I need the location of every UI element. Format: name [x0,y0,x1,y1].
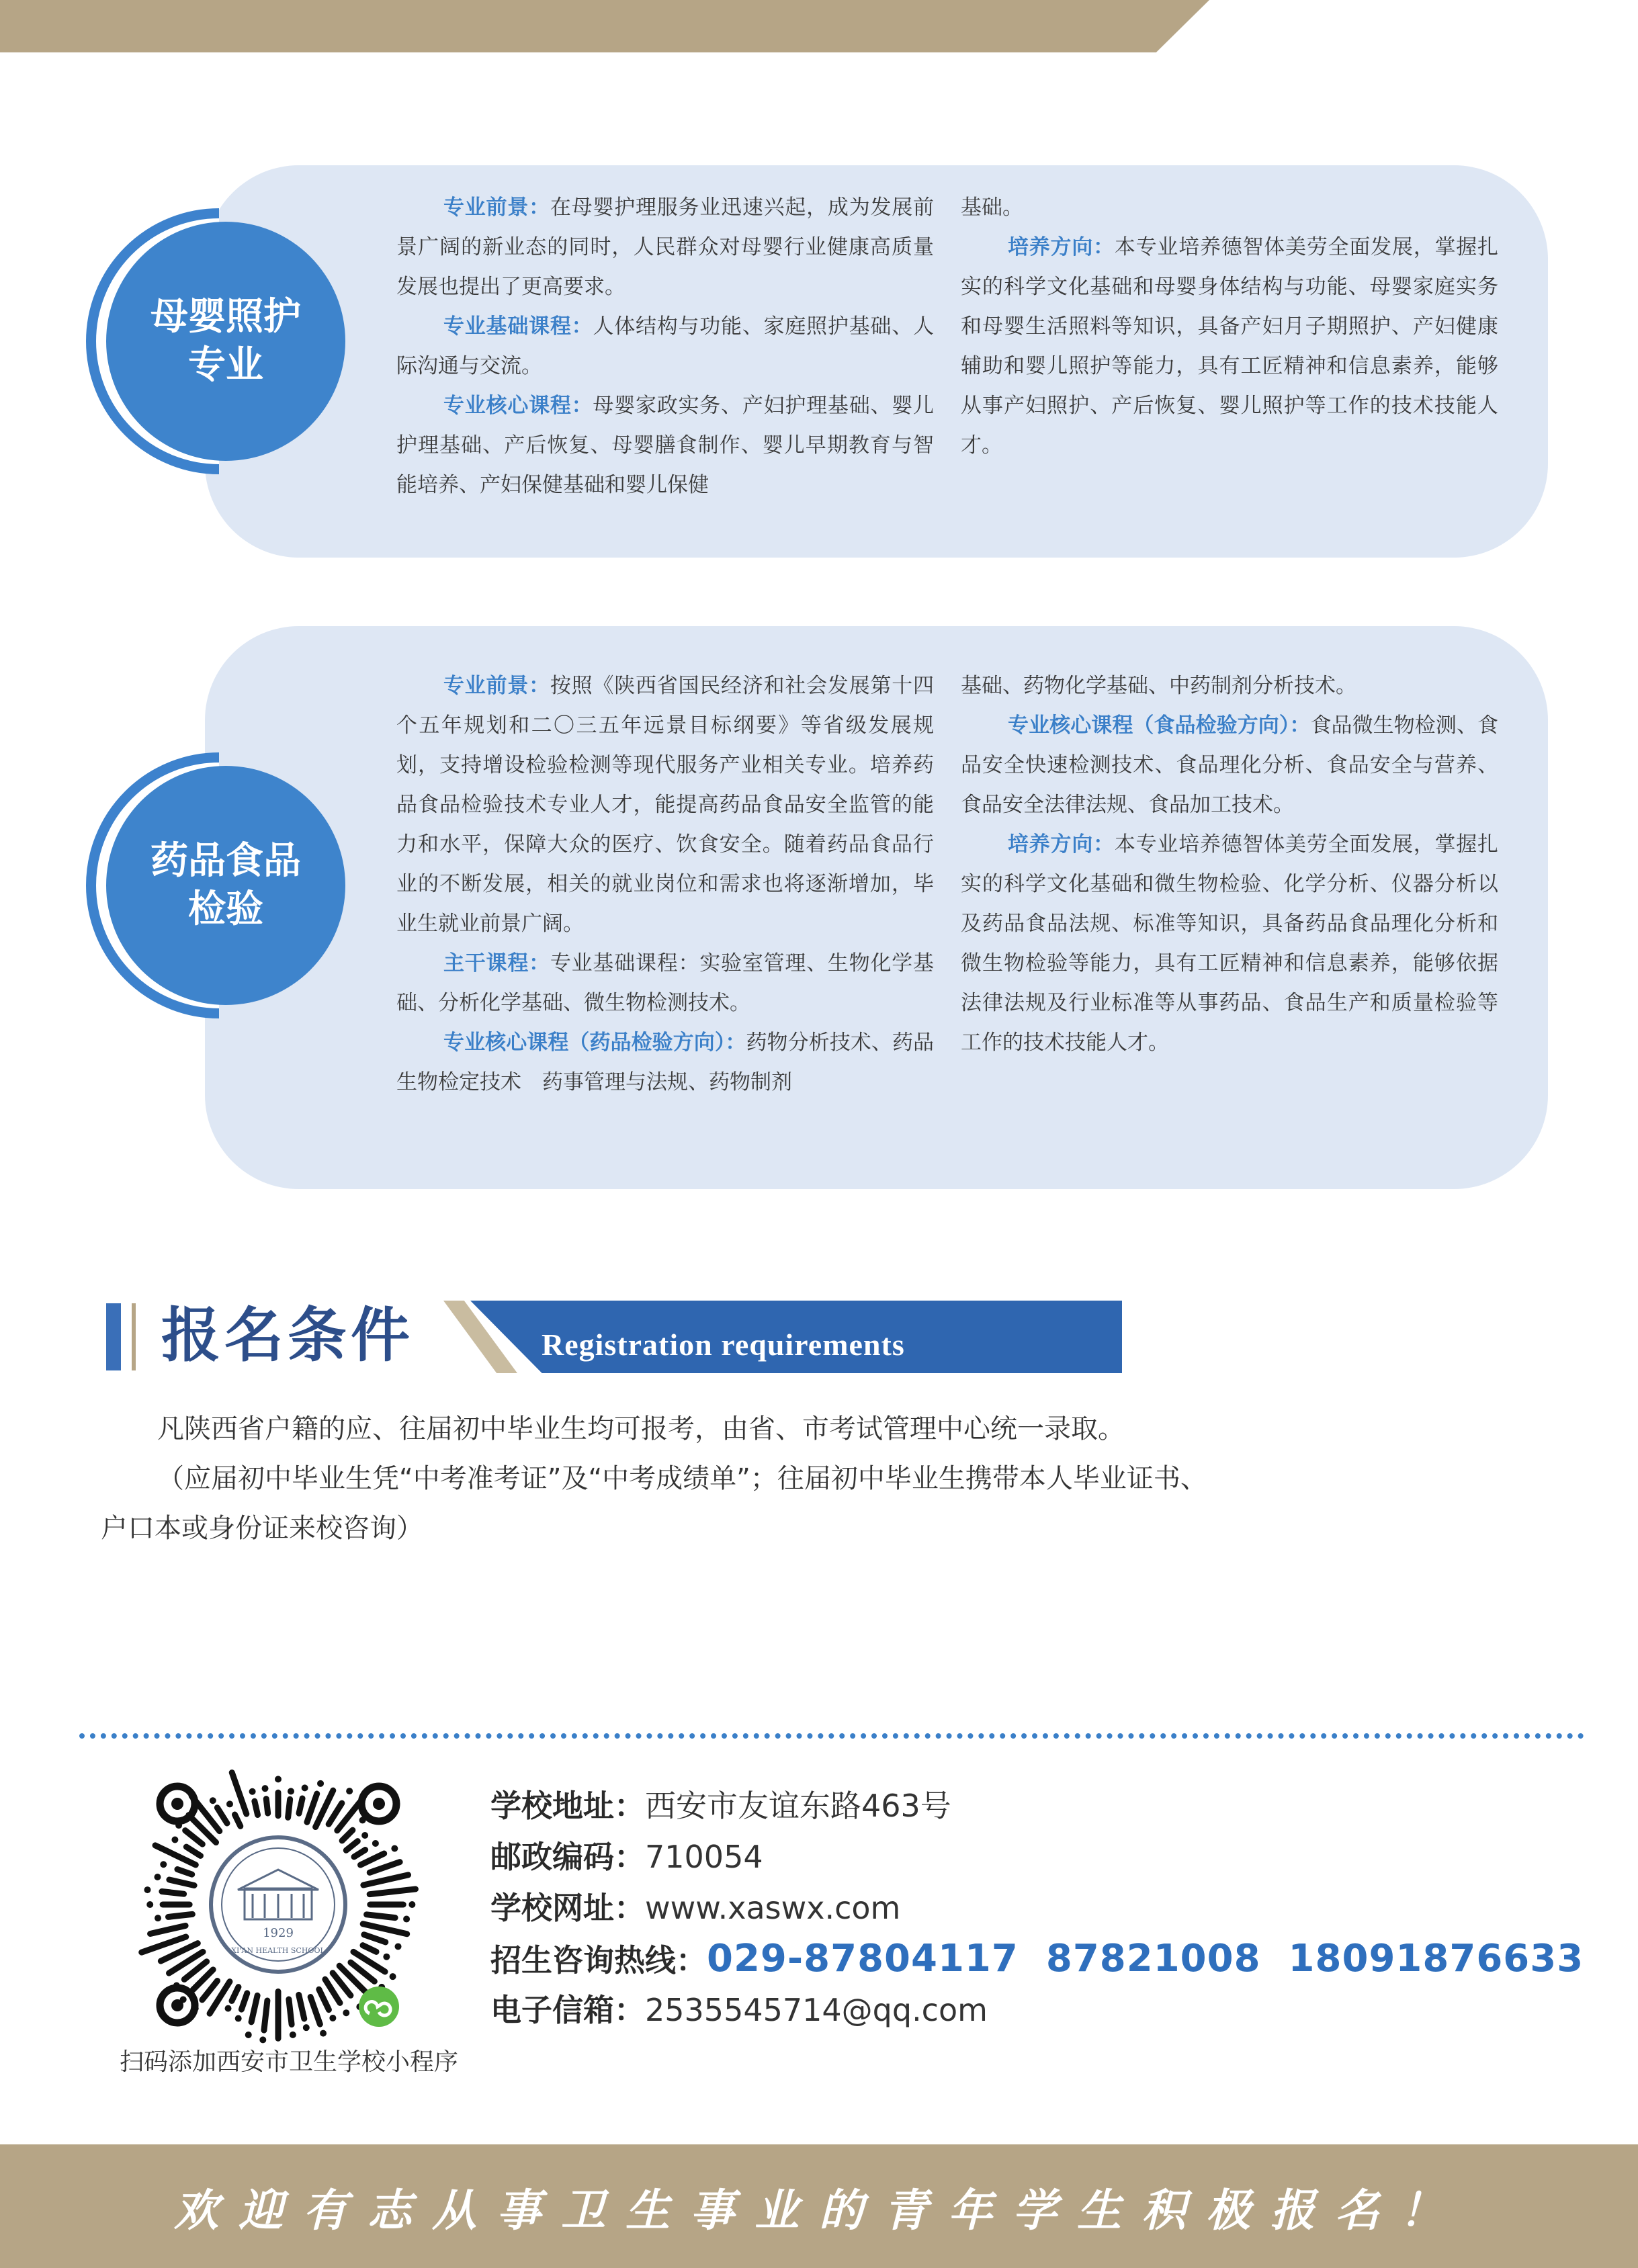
website-link[interactable]: www.xaswx.com [645,1890,901,1926]
mini-program-qr-code[interactable] [130,1757,426,2052]
address-row [490,1780,1584,1831]
hotline-row [490,1933,1584,1984]
program2-right-column [961,666,1498,1063]
website-row [490,1882,1584,1933]
website-label: 学校网址： [490,1890,645,1926]
paragraph-label: 培养方向： [1008,832,1115,857]
program1-left-column [396,188,934,505]
registration-line: 户口本或身份证来校咨询） [101,1513,423,1544]
paragraph [961,228,1498,466]
dotted-divider [79,1733,1584,1739]
address-label: 学校地址： [490,1788,645,1824]
paragraph [396,386,934,505]
top-decorative-band [0,0,1209,52]
paragraph [396,1023,934,1102]
paragraph-text: 专业基础课程：实验室管理、生物化学基础、分析化学基础、微生物检测技术。 [396,951,935,1015]
paragraph-text: 在母婴护理服务业迅速兴起，成为发展前景广阔的新业态的同时，人民群众对母婴行业健康高质量发展也提出了更高要求。 [396,195,935,299]
postcode-label: 邮政编码： [490,1839,645,1875]
paragraph-label: 专业核心课程： [443,394,593,418]
paragraph-label: 专业前景： [443,195,550,220]
paragraph [961,825,1498,1063]
postcode-row [490,1831,1584,1882]
qr-code-graphic [130,1757,426,2052]
paragraph-label: 专业前景： [443,674,550,698]
paragraph [396,188,934,307]
paragraph-label: 专业基础课程： [443,314,593,339]
program2-left-column [396,666,934,1102]
paragraph-text: 基础、药物化学基础、中药制剂分析技术。 [961,674,1356,698]
registration-title-en: Registration requirements [542,1327,905,1362]
email-link[interactable]: 2535545714@qq.com [645,1992,988,2028]
paragraph [396,307,934,386]
paragraph [396,666,934,944]
program-badge-drug-food-inspection [106,766,345,1005]
program-badge-maternal-infant [106,222,345,461]
registration-title: 报名条件 [161,1301,415,1370]
paragraph [396,944,934,1023]
address-value: 西安市友谊东路463号 [645,1788,951,1824]
paragraph-text: 基础。 [961,195,1023,220]
badge-line: 检验 [188,887,263,931]
hotline-value: 029-87804117 87821008 18091876633 [707,1937,1584,1980]
footer-banner [0,2144,1638,2268]
qr-caption: 扫码添加西安市卫生学校小程序 [119,2048,458,2076]
badge-line: 专业 [188,343,263,387]
paragraph-text: 本专业培养德智体美劳全面发展，掌握扎实的科学文化基础和微生物检验、化学分析、仪器分析以及药品食品法规、标准等知识，具备药品食品理化分析和微生物检验等能力，具有工匠精神和信息素养，能够依据法律法规及行业标准等从事药品、食品生产和质量检验等工作的技术技能人才。 [961,832,1499,1055]
postcode-value: 710054 [645,1839,763,1875]
paragraph-label: 主干课程： [443,951,550,975]
paragraph [961,188,1498,228]
paragraph-text: 按照《陕西省国民经济和社会发展第十四个五年规划和二〇三五年远景目标纲要》等省级发展规划，支持增设检验检测等现代服务产业相关专业。培养药品食品检验技术专业人才，能提高药品食品安全监管的能力和水平，保障大众的医疗、饮食安全。随着药品食品行业的不断发展，相关的就业岗位和需求也将逐渐增加，毕业生就业前景广阔。 [396,674,935,936]
paragraph [961,666,1498,706]
qr-seal-year: 1929 [263,1926,294,1940]
paragraph [961,706,1498,825]
paragraph-label: 培养方向： [1008,235,1115,259]
badge-line: 药品食品 [150,839,301,883]
registration-body [101,1404,1545,1553]
paragraph-label: 专业核心课程（药品检验方向）： [443,1031,746,1055]
paragraph-label: 专业核心课程（食品检验方向）： [1008,713,1311,738]
registration-line: 凡陕西省户籍的应、往届初中毕业生均可报考，由省、市考试管理中心统一录取。 [157,1413,1125,1444]
registration-line: （应届初中毕业生凭“中考准考证”及“中考成绩单”；往届初中毕业生携带本人毕业证书、 [157,1463,1207,1494]
paragraph-text: 人体结构与功能、家庭照护基础、人际沟通与交流。 [396,314,935,378]
qr-seal-text: XI'AN HEALTH SCHOOL [231,1946,325,1955]
hotline-label: 招生咨询热线： [490,1942,707,1978]
contact-info [490,1780,1584,2036]
email-row [490,1984,1584,2036]
paragraph-text: 药物分析技术、药品生物检定技术 药事管理与法规、药物制剂 [396,1031,935,1094]
paragraph-text: 食品微生物检测、食品安全快速检测技术、食品理化分析、食品安全与营养、食品安全法律法规、食品加工技术。 [961,713,1499,817]
section-header-bar [106,1303,121,1370]
footer-slogan: 欢迎有志从事卫生事业的青年学生积极报名！ [174,2183,1464,2236]
paragraph-text: 母婴家政实务、产妇护理基础、婴儿护理基础、产后恢复、母婴膳食制作、婴儿早期教育与智能培养、产妇保健基础和婴儿保健 [396,394,935,497]
badge-line: 母婴照护 [150,295,301,339]
email-label: 电子信箱： [490,1992,645,2028]
program1-right-column [961,188,1498,466]
section-header-bar [132,1303,136,1370]
paragraph-text: 本专业培养德智体美劳全面发展，掌握扎实的科学文化基础和母婴身体结构与功能、母婴家庭实务和母婴生活照料等知识，具备产妇月子期照护、产妇健康辅助和婴儿照护等能力，具有工匠精神和信息素养，能够从事产妇照护、产后恢复、婴儿照护等工作的技术技能人才。 [961,235,1499,457]
